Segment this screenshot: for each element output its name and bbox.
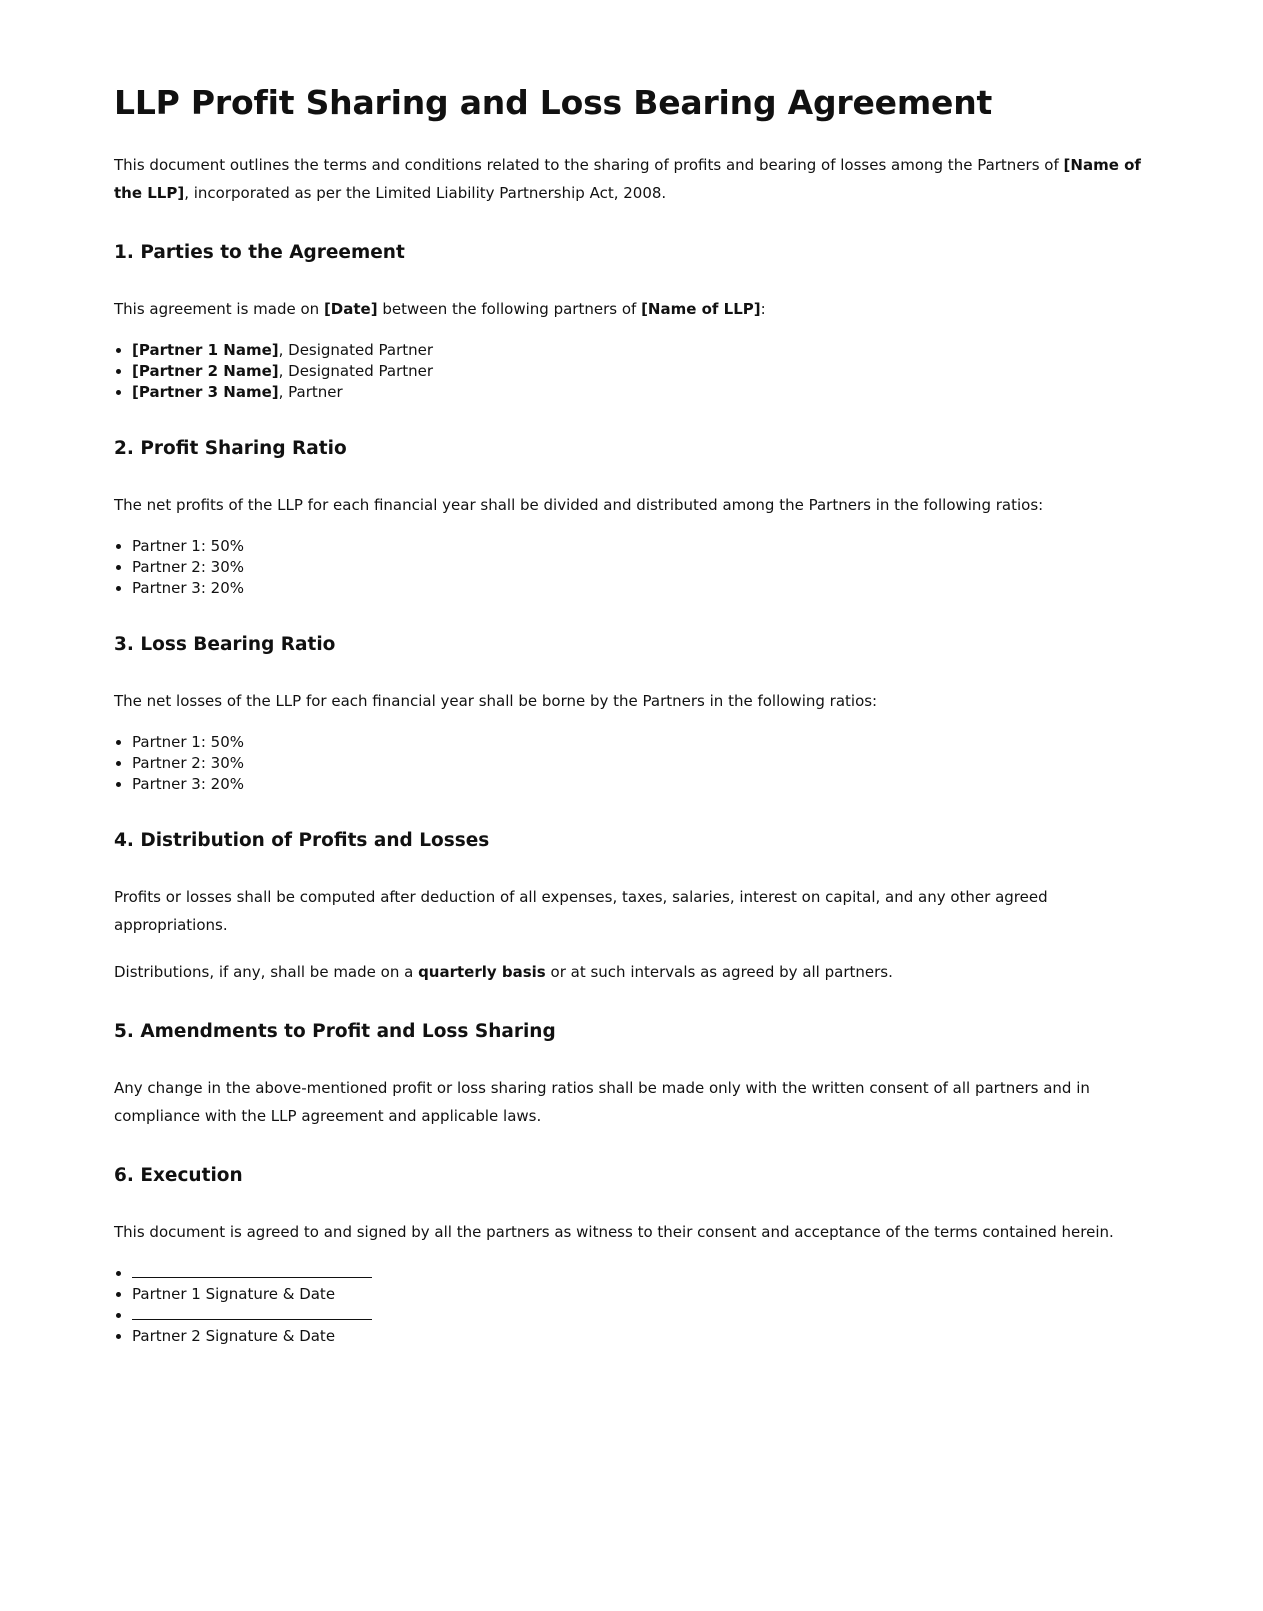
section-heading-loss: 3. Loss Bearing Ratio — [114, 633, 336, 655]
list-item: • Partner 2: 30% — [132, 753, 1151, 774]
intro-paragraph — [114, 151, 1151, 207]
list-item: • Partner 1 Signature & Date — [132, 1284, 1151, 1305]
date-placeholder: [Date] — [323, 299, 378, 318]
intro-text: This document outlines the terms and conditions related to the sharing of profits and bearing of losses among the Partners of — [114, 155, 1064, 174]
amendments-paragraph: Any change in the above-mentioned profit or loss sharing ratios shall be made only with the written consent of all partners and in compliance with the LLP agreement and applicable laws. — [114, 1079, 1090, 1126]
section-heading-parties: 1. Parties to the Agreement — [114, 241, 405, 263]
signature-line — [132, 1307, 372, 1320]
partner-name: [Partner 2 Name] — [132, 361, 279, 380]
llp-name-placeholder: [Name of the LLP] — [114, 155, 1141, 202]
partner-role: , Designated Partner — [278, 340, 434, 359]
distribution-text-end: or at such intervals as agreed by all partners. — [545, 963, 893, 982]
list-item: • Partner 1: 50% — [132, 536, 1151, 557]
loss-ratio-list — [114, 732, 1151, 795]
section-heading-execution: 6. Execution — [114, 1165, 243, 1187]
parties-text-mid: between the following partners of — [377, 299, 642, 318]
quarterly-basis: quarterly basis — [418, 963, 546, 982]
list-item: • Partner 3: 20% — [132, 578, 1151, 599]
partner-role: , Designated Partner — [278, 361, 434, 380]
list-item — [132, 382, 1151, 403]
intro-text-end: , incorporated as per the Limited Liability Partnership Act, 2008. — [184, 183, 667, 202]
section-heading-amendments: 5. Amendments to Profit and Loss Sharing — [114, 1021, 556, 1043]
loss-paragraph: The net losses of the LLP for each financial year shall be borne by the Partners in the following ratios: — [114, 692, 878, 711]
profit-paragraph: The net profits of the LLP for each financial year shall be divided and distributed among the Partners in the following ratios: — [114, 495, 1044, 514]
list-item — [132, 340, 1151, 361]
section-heading-distribution: 4. Distribution of Profits and Losses — [114, 830, 490, 852]
signature-line — [132, 1265, 372, 1278]
list-item: • Partner 3: 20% — [132, 774, 1151, 795]
signature-list — [114, 1263, 1151, 1347]
partner-name: [Partner 3 Name] — [132, 382, 279, 401]
execution-paragraph: This document is agreed to and signed by all the partners as witness to their consent and acceptance of the terms contained herein. — [114, 1223, 1114, 1242]
parties-text-end: : — [760, 299, 766, 318]
list-item: • Partner 2: 30% — [132, 557, 1151, 578]
profit-ratio-list — [114, 536, 1151, 599]
partners-list — [114, 340, 1151, 403]
distribution-text: Distributions, if any, shall be made on a — [114, 963, 419, 982]
llp-name-placeholder-2: [Name of LLP] — [641, 299, 761, 318]
list-item — [132, 1263, 1151, 1284]
section-heading-profit: 2. Profit Sharing Ratio — [114, 437, 347, 459]
list-item: • Partner 1: 50% — [132, 732, 1151, 753]
distribution-paragraph-1: Profits or losses shall be computed after deduction of all expenses, taxes, salaries, interest on capital, and any other agreed appropriations. — [114, 888, 1048, 935]
document-title: LLP Profit Sharing and Loss Bearing Agreement — [114, 83, 993, 122]
list-item — [132, 361, 1151, 382]
partner-role: , Partner — [278, 382, 343, 401]
partner-name: [Partner 1 Name] — [132, 340, 279, 359]
list-item — [132, 1305, 1151, 1326]
parties-text: This agreement is made on — [114, 299, 324, 318]
distribution-paragraph-2 — [114, 958, 1151, 986]
parties-paragraph — [114, 295, 1151, 323]
list-item: • Partner 2 Signature & Date — [132, 1326, 1151, 1347]
